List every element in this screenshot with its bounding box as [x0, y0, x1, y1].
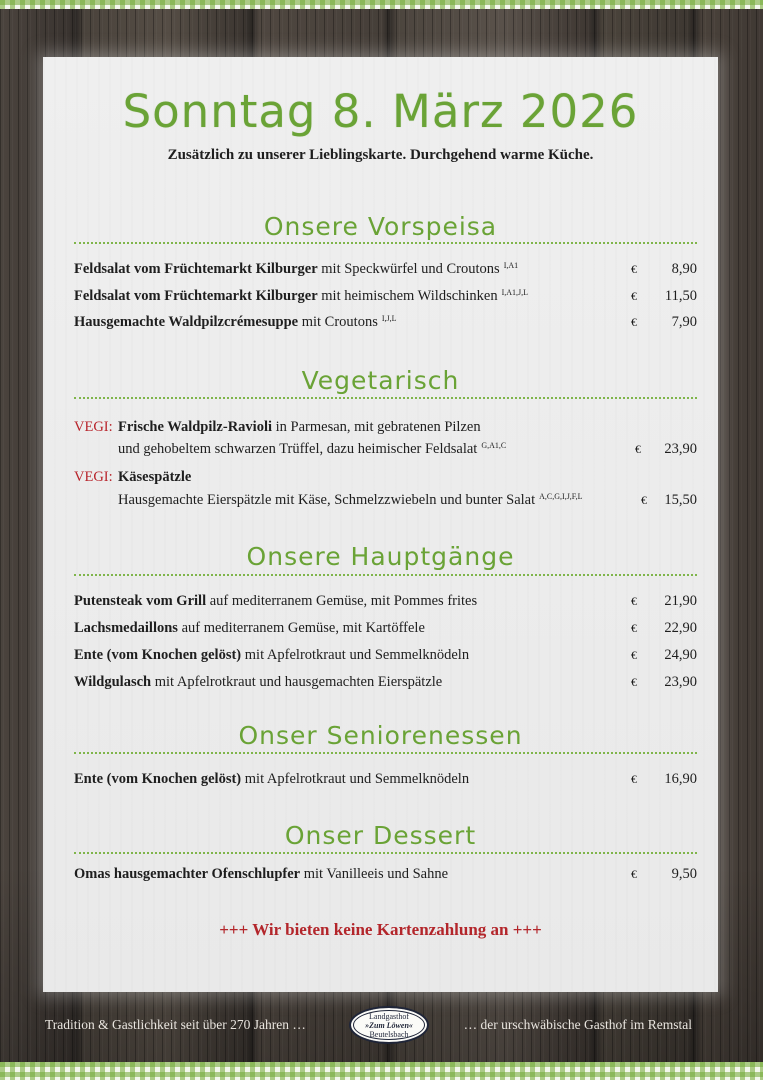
menu-item-description: in Parmesan, mit gebratenen Pilzen: [275, 419, 481, 435]
menu-item-description-continued: und gehobeltem schwarzen Trüffel, dazu heimischer Feldsalat: [118, 441, 478, 457]
logo-line: »Zum Löwen«: [365, 1020, 413, 1030]
menu-item-name: Frische Waldpilz-Ravioli: [118, 419, 272, 435]
menu-item: [74, 770, 697, 788]
euro-sign: €: [631, 867, 637, 881]
menu-item-description-continued: Hausgemachte Eierspätzle mit Käse, Schmelzzwiebeln und bunter Salat: [118, 492, 536, 508]
gingham-border-top: [0, 0, 763, 9]
menu-item-first-line: [74, 416, 697, 438]
section-divider: [74, 574, 697, 576]
vegi-tag: VEGI:: [74, 469, 113, 485]
menu-item-price: 16,90: [664, 771, 697, 787]
menu-title: Sonntag 8. März 2026: [122, 85, 639, 138]
menu-item-description: mit Apfelrotkraut und Semmelknödeln: [244, 647, 470, 663]
allergen-codes: I,J,L: [381, 314, 397, 323]
menu-item-description: mit Speckwürfel und Croutons: [321, 261, 500, 277]
menu-item: [74, 646, 697, 664]
menu-item-text: [74, 261, 518, 277]
menu-item: [74, 865, 697, 883]
menu-item-name: Lachsmedaillons: [74, 620, 178, 636]
menu-item-description: mit Croutons: [301, 314, 378, 330]
menu-item-name: Ente (vom Knochen gelöst): [74, 771, 242, 787]
menu-item: [74, 313, 697, 331]
menu-item-price: 11,50: [664, 288, 697, 304]
section-heading-vorspeisen: Onsere Vorspeisa: [263, 212, 498, 241]
section-heading-dessert: Onser Dessert: [284, 821, 477, 850]
logo-line: Beutelsbach: [369, 1029, 409, 1039]
allergen-codes: I,A1: [503, 261, 519, 270]
menu-item-price: 22,90: [664, 620, 697, 636]
menu-item-first-line: [74, 466, 697, 488]
allergen-codes: G,A1,C: [481, 441, 507, 450]
menu-item-description: mit Apfelrotkraut und hausgemachten Eierspätzle: [154, 674, 443, 690]
menu-item-description: mit Vanilleeis und Sahne: [303, 866, 449, 882]
menu-item-text: [74, 620, 425, 636]
menu-item: [74, 673, 697, 691]
menu-item-name: Hausgemachte Waldpilzcrémesuppe: [74, 314, 299, 330]
menu-item-price: 7,90: [671, 314, 697, 330]
euro-sign: €: [631, 648, 637, 662]
section-heading-vegetarisch: Vegetarisch: [301, 366, 460, 395]
section-divider: [74, 752, 697, 754]
menu-item: [74, 260, 697, 278]
menu-item-price: 23,90: [664, 674, 697, 690]
allergen-codes: I,A1,J,L: [501, 288, 529, 297]
menu-item-description: auf mediterranem Gemüse, mit Kartöffele: [181, 620, 425, 636]
menu-item-name: Ente (vom Knochen gelöst): [74, 647, 242, 663]
footer-tagline-left: Tradition & Gastlichkeit seit über 270 Jahren …: [45, 1017, 306, 1032]
euro-sign: €: [631, 772, 637, 786]
menu-item-price: 23,90: [664, 441, 697, 457]
menu-item-name: Feldsalat vom Früchtemarkt Kilburger: [74, 261, 318, 277]
vegi-tag: VEGI:: [74, 419, 113, 435]
menu-item-name: Wildgulasch: [74, 674, 152, 690]
euro-sign: €: [635, 442, 641, 456]
menu-item: [74, 287, 697, 305]
menu-subtitle: Zusätzlich zu unserer Lieblingskarte. Durchgehend warme Küche.: [167, 147, 594, 163]
menu-item: [74, 592, 697, 610]
menu-item-text: [74, 593, 477, 609]
menu-item-price: 15,50: [664, 492, 697, 508]
gingham-border-bottom: [0, 1062, 763, 1080]
menu-item: [74, 416, 697, 460]
menu-item: [74, 466, 697, 510]
payment-notice: +++ Wir bieten keine Kartenzahlung an +++: [219, 920, 542, 939]
allergen-codes: A,C,G,I,J,F,L: [539, 492, 583, 501]
euro-sign: €: [631, 621, 637, 635]
menu-item-text: [74, 314, 397, 330]
menu-item-price: 9,50: [671, 866, 697, 882]
euro-sign: €: [631, 289, 637, 303]
menu-item-description: mit heimischem Wildschinken: [321, 288, 498, 304]
menu-item-text: [74, 866, 448, 882]
menu-item-name: Käsespätzle: [118, 469, 192, 485]
restaurant-logo: [349, 1006, 429, 1044]
menu-item-description: auf mediterranem Gemüse, mit Pommes frites: [209, 593, 478, 609]
euro-sign: €: [631, 594, 637, 608]
euro-sign: €: [631, 315, 637, 329]
logo-line: Landgasthof: [369, 1011, 409, 1021]
menu-item-second-line: [74, 489, 697, 511]
menu-item: [74, 619, 697, 637]
menu-item-text: [74, 647, 469, 663]
section-divider: [74, 242, 697, 244]
section-heading-seniorenessen: Onser Seniorenessen: [238, 721, 523, 750]
menu-item-text: [74, 674, 442, 690]
menu-item-name: Omas hausgemachter Ofenschlupfer: [74, 866, 301, 882]
menu-item-name: Putensteak vom Grill: [74, 593, 207, 609]
euro-sign: €: [631, 262, 637, 276]
euro-sign: €: [641, 493, 647, 507]
menu-card: [43, 57, 718, 992]
section-divider: [74, 852, 697, 854]
footer-tagline-right: … der urschwäbische Gasthof im Remstal: [463, 1017, 692, 1032]
menu-item-text: [74, 771, 469, 787]
euro-sign: €: [631, 675, 637, 689]
menu-item-price: 21,90: [664, 593, 697, 609]
menu-item-price: 8,90: [671, 261, 697, 277]
menu-item-name: Feldsalat vom Früchtemarkt Kilburger: [74, 288, 318, 304]
menu-item-price: 24,90: [664, 647, 697, 663]
section-heading-hauptgaenge: Onsere Hauptgänge: [246, 542, 515, 571]
menu-item-text: [74, 288, 528, 304]
section-divider: [74, 397, 697, 399]
menu-item-second-line: [74, 438, 697, 460]
menu-item-description: mit Apfelrotkraut und Semmelknödeln: [244, 771, 470, 787]
